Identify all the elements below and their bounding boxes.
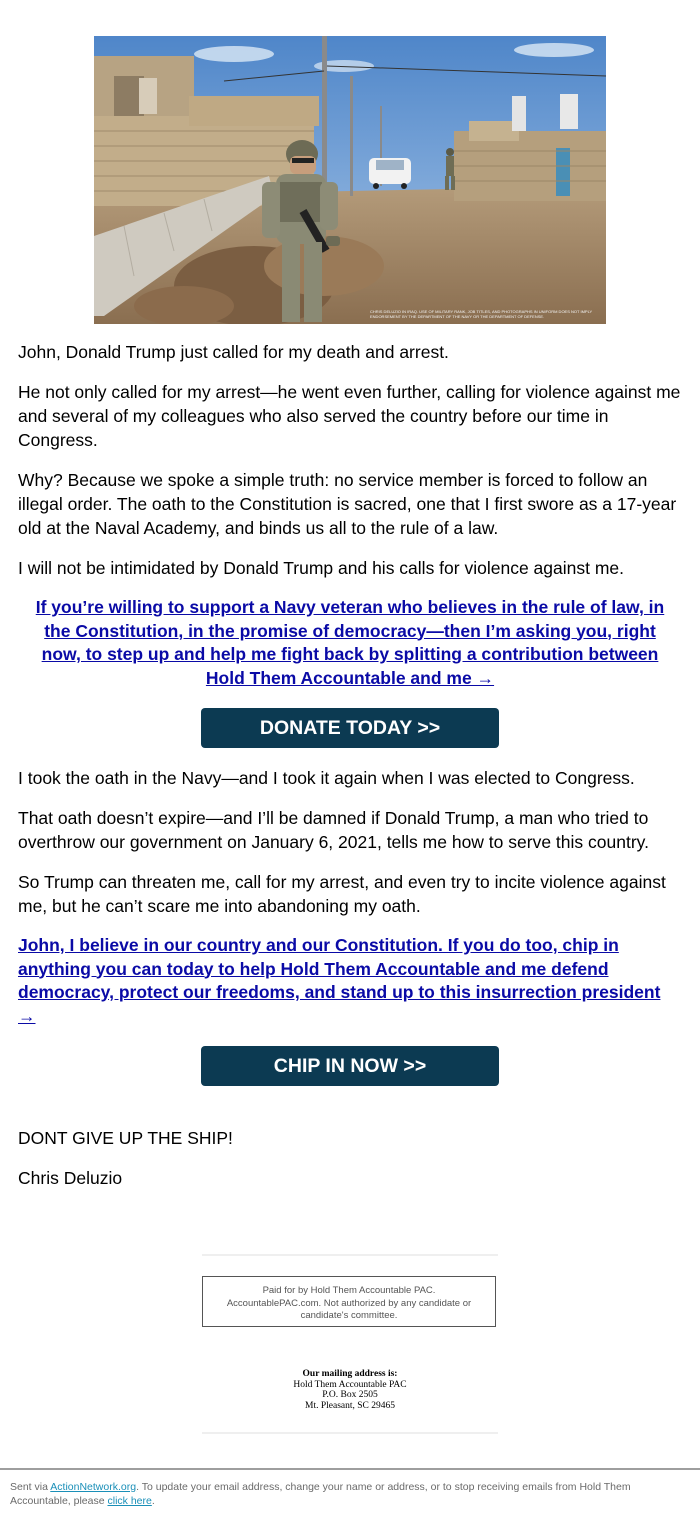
support-navy-veteran-link[interactable]: If you’re willing to support a Navy veteran who believes in the rule of law, in the Constitution, in the promise of democracy—then I’m asking you, right now, to step up and help me fight back by splitting a contribution between Hold Them Accountable and me → — [35, 597, 665, 688]
chip-in-constitution-link[interactable]: John, I believe in our country and our Constitution. If you do too, chip in anything you can today to help Hold Them Accountable and me defend democracy, protect our freedoms, and stand up to this insurrection president → — [18, 935, 661, 1026]
signature: Chris Deluzio — [18, 1168, 123, 1188]
email-body — [18, 340, 682, 1206]
paid-for-disclaimer: Paid for by Hold Them Accountable PAC. AccountablePAC.com. Not authorized by any candidate or candidate's committee. — [202, 1276, 496, 1327]
hero-photo-illustration — [94, 36, 606, 324]
click-here-link[interactable]: click here — [107, 1495, 152, 1507]
mailing-address-name: Hold Them Accountable PAC — [293, 1379, 407, 1390]
sent-via-middle: . To update your email address, change your name or address, or to stop receiving emails from Hold Them Accountable, please — [10, 1481, 631, 1507]
paragraph-oath-expire: That oath doesn’t expire—and I’ll be damned if Donald Trump, a man who tried to overthrow our government on January 6, 2021, tells me how to serve this country. — [18, 808, 649, 852]
paragraph-oath: Why? Because we spoke a simple truth: no service member is forced to follow an illegal order. The oath to the Constitution is sacred, one that I first swore as a 17-year old at the Naval Academy, and binds us all to the rule of a law. — [18, 470, 677, 538]
donate-button-wrap — [18, 708, 682, 748]
chip-in-now-button[interactable]: CHIP IN NOW >> — [201, 1046, 499, 1086]
paragraph-navy-oath: I took the oath in the Navy—and I took it again when I was elected to Congress. — [18, 768, 635, 788]
actionnetwork-link[interactable]: ActionNetwork.org — [50, 1481, 137, 1493]
mailing-address-box: P.O. Box 2505 — [322, 1390, 378, 1400]
hero-photo — [94, 36, 606, 324]
hero-photo-caption: CHRIS DELUZIO IN IRAQ. USE OF MILITARY RANK, JOB TITLES, AND PHOTOGRAPHS IN UNIFORM DOES NOT IMPLY ENDORSEMENT BY THE DEPARTMENT OF THE NAVY OR THE DEPARTMENT OF DEFENSE. — [370, 309, 593, 319]
sent-via-text — [10, 1480, 680, 1508]
sent-via-suffix: . — [151, 1495, 155, 1507]
paragraph-opening: John, Donald Trump just called for my death and arrest. — [18, 342, 449, 362]
donate-today-button[interactable]: DONATE TODAY >> — [201, 708, 499, 748]
chip-in-button-wrap — [18, 1046, 682, 1086]
signoff: DONT GIVE UP THE SHIP! — [18, 1128, 233, 1148]
footer-divider-bottom — [202, 1432, 498, 1434]
sent-via-bar — [0, 1468, 700, 1539]
footer-divider-top — [202, 1254, 498, 1256]
mailing-address — [200, 1369, 500, 1411]
sent-via-prefix: Sent via — [10, 1481, 51, 1493]
paragraph-threaten: So Trump can threaten me, call for my arrest, and even try to incite violence against me, but he can’t scare me into abandoning my oath. — [18, 872, 666, 916]
mailing-address-city: Mt. Pleasant, SC 29465 — [305, 1400, 395, 1411]
paragraph-arrest: He not only called for my arrest—he went even further, calling for violence against me and several of my colleagues who also served the country before our time in Congress. — [18, 382, 681, 450]
paragraph-intimidated: I will not be intimidated by Donald Trump and his calls for violence against me. — [18, 558, 624, 578]
mailing-address-title: Our mailing address is: — [302, 1369, 398, 1379]
